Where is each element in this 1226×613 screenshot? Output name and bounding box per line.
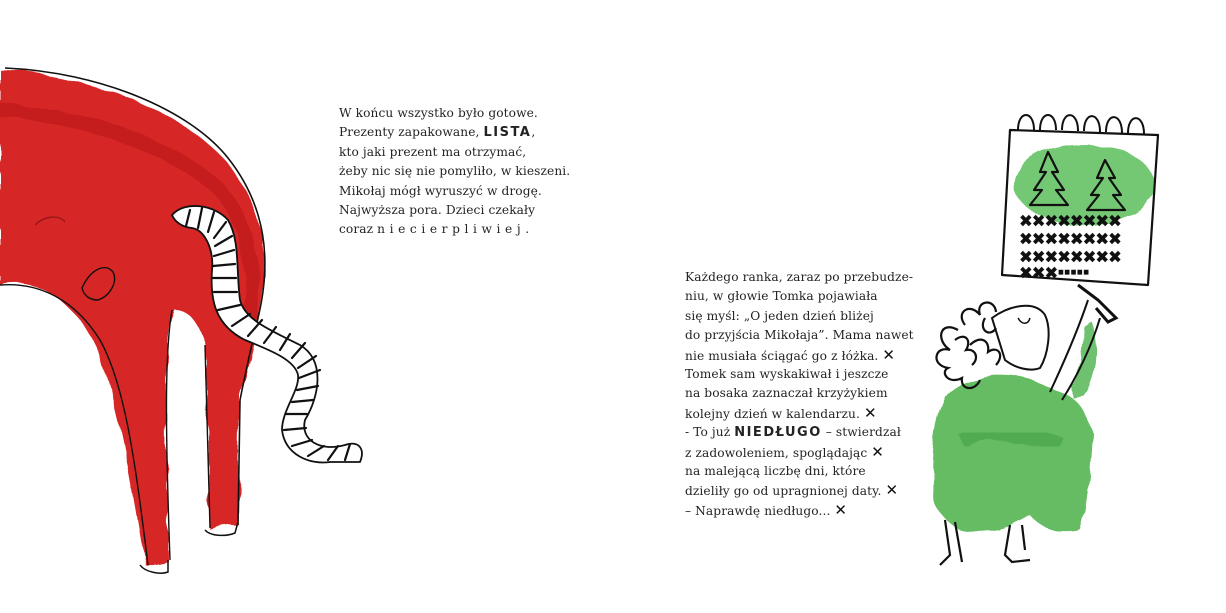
cross-mark-icon: ✕ <box>863 403 877 422</box>
text-line: kolejny dzień w kalendarzu. ✕ <box>685 403 877 422</box>
text-line: kto jaki prezent ma otrzymać, <box>339 144 527 159</box>
handwritten-word: LISTA <box>483 125 532 141</box>
text-line: na bosaka zaznaczał krzyżykiem <box>685 386 888 401</box>
text-line: się myśl: „O jeden dzień bliżej <box>685 308 874 323</box>
svg-text:××××××××: ×××××××× <box>1020 213 1122 229</box>
text-line: Prezenty zapakowane, LISTA, <box>339 125 536 141</box>
text-line: coraz niecierpliwiej. <box>339 222 530 237</box>
cross-mark-icon: ✕ <box>882 345 896 364</box>
text-line: dzieliły go od upragnionej daty. ✕ <box>685 481 899 500</box>
cross-mark-icon: ✕ <box>834 500 848 519</box>
text-line: do przyjścia Mikołaja”. Mama nawet <box>685 328 914 343</box>
svg-text:××××××××: ×××××××× <box>1020 231 1122 247</box>
text-line: Mikołaj mógł wyruszyć w drogę. <box>339 183 542 198</box>
text-line: nie musiała ściągać go z łóżka. ✕ <box>685 345 896 364</box>
text-line: Tomek sam wyskakiwał i jeszcze <box>685 366 889 381</box>
text-line: na malejącą liczbę dni, które <box>685 463 866 478</box>
left-page-text <box>339 104 570 240</box>
text-line: - To już NIEDŁUGO – stwierdzał <box>685 425 901 441</box>
text-line: żeby nic się nie pomyliło, w kieszeni. <box>339 164 571 179</box>
right-page-text <box>685 268 914 520</box>
cross-mark-icon: ✕ <box>885 481 899 500</box>
text-line: – Naprawdę niedługo... ✕ <box>685 500 848 519</box>
spaced-word: niecierpliwiej <box>377 222 526 237</box>
text-line: Najwyższa pora. Dzieci czekały <box>339 202 536 217</box>
svg-text:××××××××: ×××××××× <box>1020 249 1122 265</box>
handwritten-word: NIEDŁUGO <box>734 425 822 441</box>
cross-mark-icon: ✕ <box>871 442 884 461</box>
text-line: z zadowoleniem, spoglądając ✕ <box>685 442 884 461</box>
boy-with-calendar-illustration <box>932 115 1158 565</box>
text-line: niu, w głowie Tomka pojawiała <box>685 289 878 304</box>
svg-text:×××·····: ×××····· <box>1020 265 1090 281</box>
text-line: Każdego ranka, zaraz po przebudze- <box>685 270 914 284</box>
text-line: W końcu wszystko było gotowe. <box>339 106 538 120</box>
